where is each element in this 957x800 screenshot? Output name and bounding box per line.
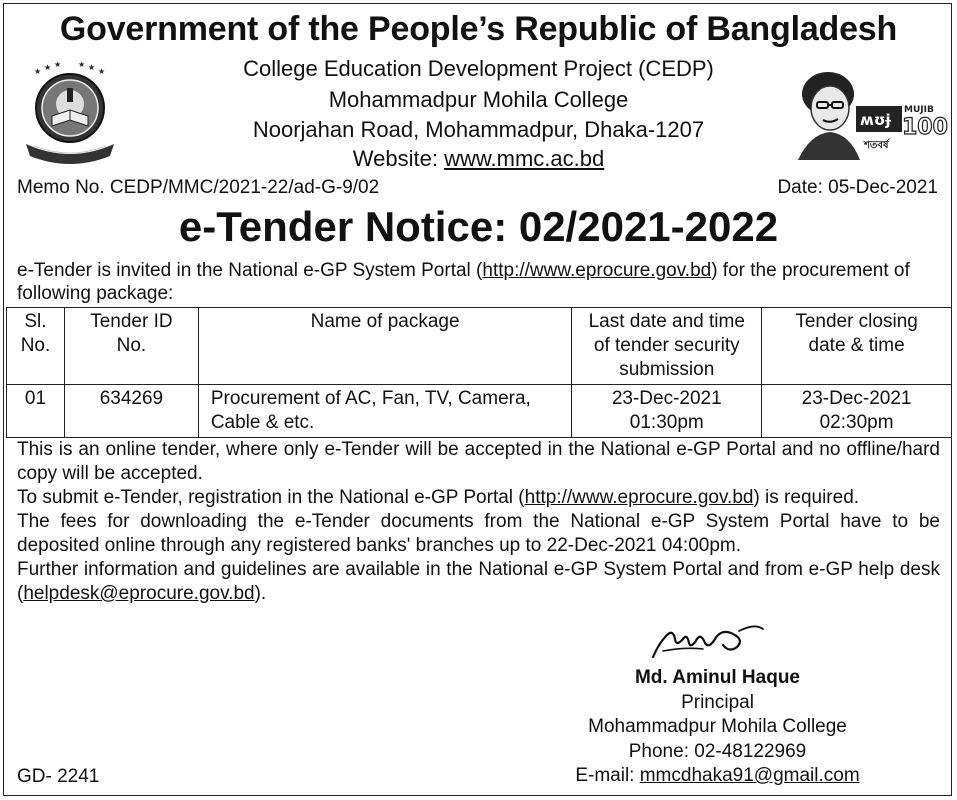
gd-number: GD- 2241 [17, 766, 100, 787]
intro-paragraph: e-Tender is invited in the National e-GP System Portal (http://www.eprocure.gov.bd) for the procurement of following package: [17, 260, 910, 304]
instruction-helpdesk: Further information and guidelines are available in the National e-GP System Portal and from e-GP help desk (helpdesk@eprocure.gov.bd). [17, 559, 940, 604]
college-address: Noorjahan Road, Mohammadpur, Dhaka-1207 [252, 117, 705, 142]
signatory-name: Md. Aminul Haque [634, 667, 801, 688]
cell-tender-id: 634269 [64, 385, 198, 438]
svg-text:★: ★ [88, 63, 96, 72]
svg-text:ʍʊɉ: ʍʊɉ [860, 111, 891, 129]
helpdesk-email-link[interactable]: helpdesk@eprocure.gov.bd [23, 583, 255, 604]
mujib-100-portrait-icon [790, 62, 948, 162]
svg-text:★: ★ [34, 67, 42, 76]
header-tender-id: Tender ID No. [64, 308, 198, 385]
svg-text:★: ★ [54, 60, 62, 69]
website-link[interactable]: www.mmc.ac.bd [444, 146, 605, 171]
svg-text:MUJIB: MUJIB [904, 105, 934, 115]
cell-package-name: Procurement of AC, Fan, TV, Camera, Cable & etc. [198, 385, 572, 438]
memo-date: Date: 05-Dec-2021 [777, 177, 938, 198]
svg-text:★: ★ [78, 60, 86, 69]
registration-link[interactable]: http://www.eprocure.gov.bd [524, 487, 754, 508]
tender-instructions [17, 438, 940, 606]
svg-text:★: ★ [98, 67, 106, 76]
header-package-name: Name of package [198, 308, 572, 385]
header-sl: Sl. No. [7, 308, 65, 385]
signatory-block [555, 666, 880, 789]
government-title: Government of the People’s Republic of Bangladesh [59, 10, 898, 48]
cell-sl: 01 [7, 385, 65, 438]
table-row [7, 385, 952, 438]
header-last-date: Last date and time of tender security submission [572, 308, 762, 385]
tender-table [6, 307, 952, 438]
svg-text:★: ★ [44, 63, 52, 72]
signatory-email-line: E-mail: mmcdhaka91@gmail.com [575, 765, 860, 786]
signatory-phone: Phone: 02-48122969 [628, 740, 807, 762]
notice-title: e-Tender Notice: 02/2021-2022 [178, 203, 779, 250]
signature-icon [645, 617, 775, 665]
cell-closing-date: 23-Dec-2021 02:30pm [762, 385, 952, 438]
project-name: College Education Development Project (CEDP) [243, 56, 714, 81]
signatory-institution: Mohammadpur Mohila College [588, 716, 847, 737]
svg-text:100: 100 [902, 115, 948, 140]
signatory-designation: Principal [681, 691, 754, 713]
memo-number: Memo No. CEDP/MMC/2021-22/ad-G-9/02 [17, 177, 380, 198]
college-name: Mohammadpur Mohila College [328, 87, 629, 112]
signatory-email-link[interactable]: mmcdhaka91@gmail.com [639, 765, 860, 786]
svg-text:শতবর্ষ: শতবর্ষ [864, 140, 889, 151]
table-header-row [7, 308, 952, 385]
instruction-fees: The fees for downloading the e-Tender documents from the National e-GP System Portal have to be deposited online through any registered banks' branches up to 22-Dec-2021 04:00pm. [17, 511, 940, 556]
eprocure-link[interactable]: http://www.eprocure.gov.bd [482, 260, 712, 281]
cell-last-date: 23-Dec-2021 01:30pm [572, 385, 762, 438]
instruction-online-only: This is an online tender, where only e-Tender will be accepted in the National e-GP Portal and no offline/hard copy will be accepted. [17, 439, 940, 484]
instruction-registration: To submit e-Tender, registration in the National e-GP Portal (http://www.eprocure.gov.bd) is required. [17, 487, 860, 508]
website-label: Website: [352, 146, 445, 171]
header-closing-date: Tender closing date & time [762, 308, 952, 385]
